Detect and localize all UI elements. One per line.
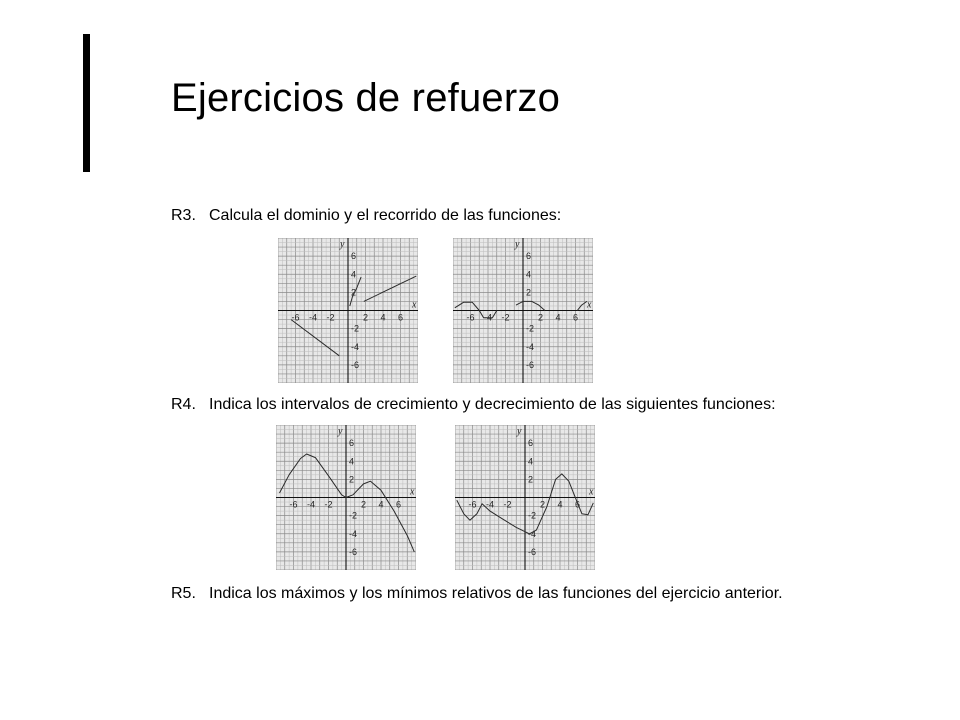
x-tick-label: -4	[306, 499, 316, 510]
y-axis-label: y	[515, 239, 520, 250]
y-tick-label: -6	[349, 546, 358, 557]
graph-svg	[455, 425, 595, 570]
graph-r3-right	[453, 238, 593, 383]
x-tick-label: -2	[503, 499, 512, 510]
x-tick-label: 2	[360, 499, 367, 510]
y-tick-label: -4	[528, 528, 537, 539]
exercise-number: R4.	[171, 396, 196, 413]
y-axis-label: y	[338, 426, 343, 437]
graph-r3-left	[278, 238, 418, 383]
y-tick-label: 2	[351, 287, 357, 298]
graph-svg	[278, 238, 418, 383]
x-tick-label: -2	[501, 312, 510, 323]
y-tick-label: -2	[528, 510, 537, 521]
exercise-text: Indica los intervalos de crecimiento y decrecimiento de las siguientes funciones:	[209, 396, 776, 413]
y-tick-label: 2	[349, 474, 355, 485]
x-tick-label: 6	[572, 312, 579, 323]
x-tick-label: -4	[485, 499, 495, 510]
x-axis-label: x	[589, 486, 594, 498]
y-tick-label: 6	[526, 251, 532, 262]
graph-r4-left	[276, 425, 416, 570]
x-tick-label: 2	[362, 312, 369, 323]
y-tick-label: -6	[528, 546, 537, 557]
x-axis-label: x	[412, 299, 417, 311]
x-tick-label: 6	[395, 499, 402, 510]
y-tick-label: 4	[526, 269, 532, 280]
x-tick-label: -4	[308, 312, 318, 323]
exercise-text: Calcula el dominio y el recorrido de las funciones:	[209, 207, 562, 224]
y-tick-label: -6	[351, 359, 360, 370]
y-tick-label: -4	[349, 528, 358, 539]
graph-svg	[453, 238, 593, 383]
y-tick-label: -2	[526, 323, 535, 334]
x-axis-label: x	[587, 299, 592, 311]
x-tick-label: 4	[555, 312, 561, 323]
x-tick-label: 4	[380, 312, 386, 323]
y-tick-label: -4	[526, 341, 535, 352]
x-tick-label: 2	[537, 312, 544, 323]
y-tick-label: 6	[351, 251, 357, 262]
x-tick-label: -4	[483, 312, 493, 323]
y-tick-label: 4	[351, 269, 357, 280]
x-tick-label: -2	[324, 499, 333, 510]
y-tick-label: -2	[349, 510, 358, 521]
y-tick-label: -2	[351, 323, 360, 334]
y-tick-label: 4	[349, 456, 355, 467]
x-tick-label: 6	[574, 499, 581, 510]
x-tick-label: 2	[539, 499, 546, 510]
y-tick-label: -6	[526, 359, 535, 370]
x-tick-label: -6	[291, 312, 300, 323]
y-tick-label: 2	[528, 474, 534, 485]
exercise-r3	[171, 207, 561, 225]
y-tick-label: 4	[528, 456, 534, 467]
graph-r4-right	[455, 425, 595, 570]
graph-svg	[276, 425, 416, 570]
exercise-r5	[171, 585, 783, 603]
y-tick-label: 6	[349, 438, 355, 449]
x-tick-label: -6	[289, 499, 298, 510]
exercise-r4	[171, 396, 776, 414]
exercise-number: R5.	[171, 585, 196, 602]
title-accent-bar	[83, 34, 90, 172]
exercise-text: Indica los máximos y los mínimos relativos de las funciones del ejercicio anterior.	[209, 585, 783, 602]
y-tick-label: 6	[528, 438, 534, 449]
exercise-number: R3.	[171, 207, 196, 224]
x-tick-label: 6	[397, 312, 404, 323]
slide-title: Ejercicios de refuerzo	[171, 76, 561, 120]
x-tick-label: 4	[557, 499, 563, 510]
x-tick-label: -6	[468, 499, 477, 510]
x-tick-label: 4	[378, 499, 384, 510]
y-tick-label: 2	[526, 287, 532, 298]
y-axis-label: y	[517, 426, 522, 437]
x-tick-label: -2	[326, 312, 335, 323]
x-axis-label: x	[410, 486, 415, 498]
y-axis-label: y	[340, 239, 345, 250]
x-tick-label: -6	[466, 312, 475, 323]
y-tick-label: -4	[351, 341, 360, 352]
